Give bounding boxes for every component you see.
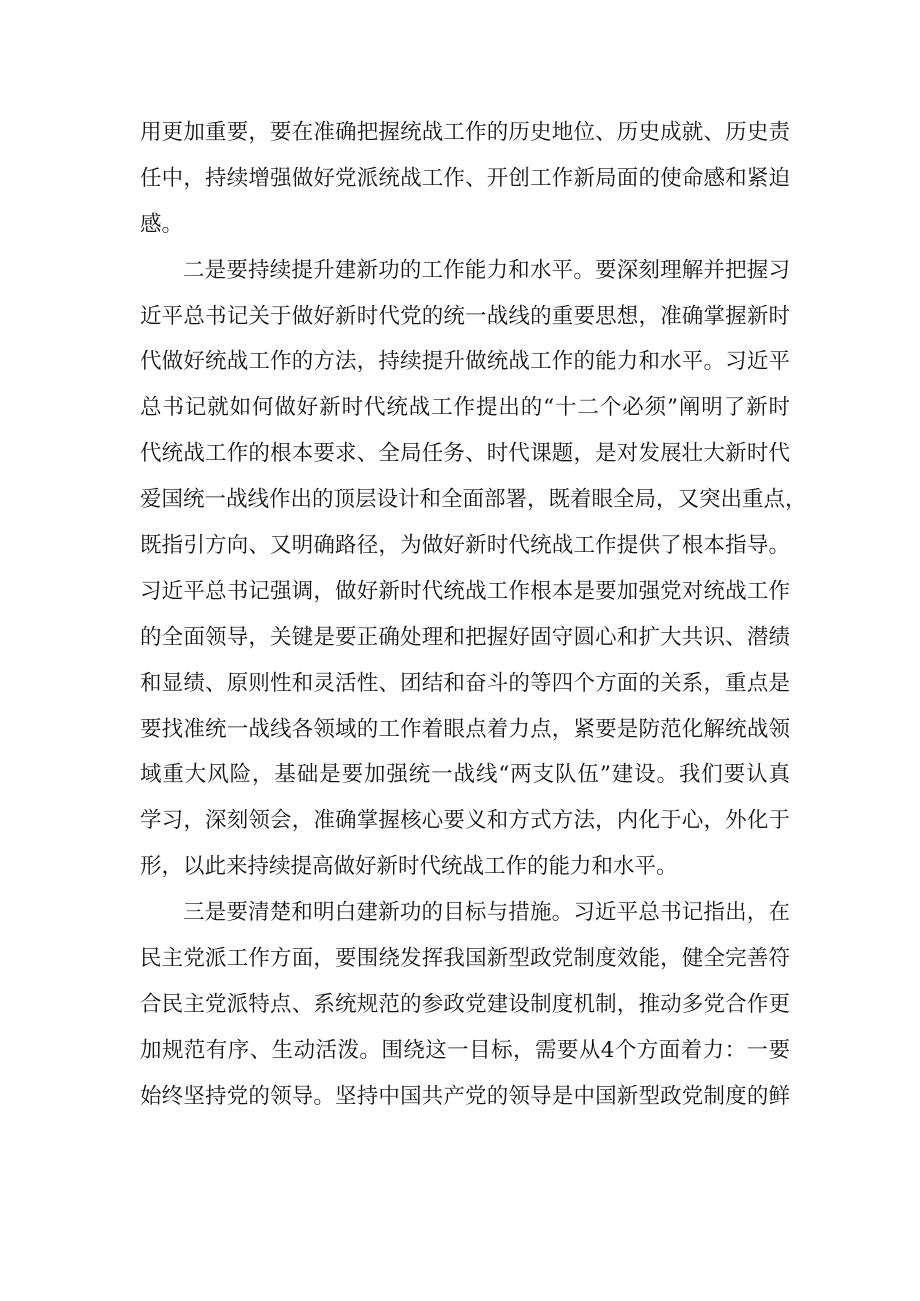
text-line: 始终坚持党的领导。坚持中国共产党的领导是中国新型政党制度的鲜 (140, 1083, 790, 1109)
body-text (140, 110, 807, 1120)
text-line: 任中，持续增强做好党派统战工作、开创工作新局面的使命感和紧迫 (140, 165, 790, 191)
text-line: 感。 (140, 211, 184, 237)
text-line: 形，以此来持续提高做好新时代统战工作的能力和水平。 (140, 854, 678, 880)
text-line: 近平总书记关于做好新时代党的统一战线的重要思想，准确掌握新时 (140, 303, 790, 329)
text-line: 习近平总书记强调，做好新时代统战工作根本是要加强党对统战工作 (140, 578, 790, 604)
paragraph-start-line: 三是要清楚和明白建新功的目标与措施。习近平总书记指出，在 (183, 900, 790, 926)
text-line: 合民主党派特点、系统规范的参政党建设制度机制，推动多党合作更 (140, 991, 790, 1017)
text-line: 的全面领导，关键是要正确处理和把握好固守圆心和扩大共识、潜绩 (140, 624, 790, 650)
text-line: 代统战工作的根本要求、全局任务、时代课题，是对发展壮大新时代 (140, 441, 790, 467)
text-line: 民主党派工作方面，要围绕发挥我国新型政党制度效能，健全完善符 (140, 946, 790, 972)
text-line: 总书记就如何做好新时代统战工作提出的“十二个必须”阐明了新时 (140, 395, 790, 421)
text-line: 爱国统一战线作出的顶层设计和全面部署，既着眼全局，又突出重点， (140, 487, 807, 513)
text-line: 加规范有序、生动活泼。围绕这一目标，需要从4个方面着力：一要 (140, 1037, 790, 1063)
text-line: 代做好统战工作的方法，持续提升做统战工作的能力和水平。习近平 (140, 349, 790, 375)
text-line: 要找准统一战线各领域的工作着眼点着力点，紧要是防范化解统战领 (140, 716, 790, 742)
text-line: 学习，深刻领会，准确掌握核心要义和方式方法，内化于心，外化于 (140, 808, 790, 834)
text-line: 用更加重要，要在准确把握统战工作的历史地位、历史成就、历史责 (140, 120, 790, 145)
paragraph-start-line: 二是要持续提升建新功的工作能力和水平。要深刻理解并把握习 (183, 257, 790, 283)
text-line: 既指引方向、又明确路径，为做好新时代统战工作提供了根本指导。 (140, 533, 790, 559)
text-line: 和显绩、原则性和灵活性、团结和奋斗的等四个方面的关系，重点是 (140, 670, 790, 696)
text-line: 域重大风险，基础是要加强统一战线“两支队伍”建设。我们要认真 (140, 762, 790, 788)
